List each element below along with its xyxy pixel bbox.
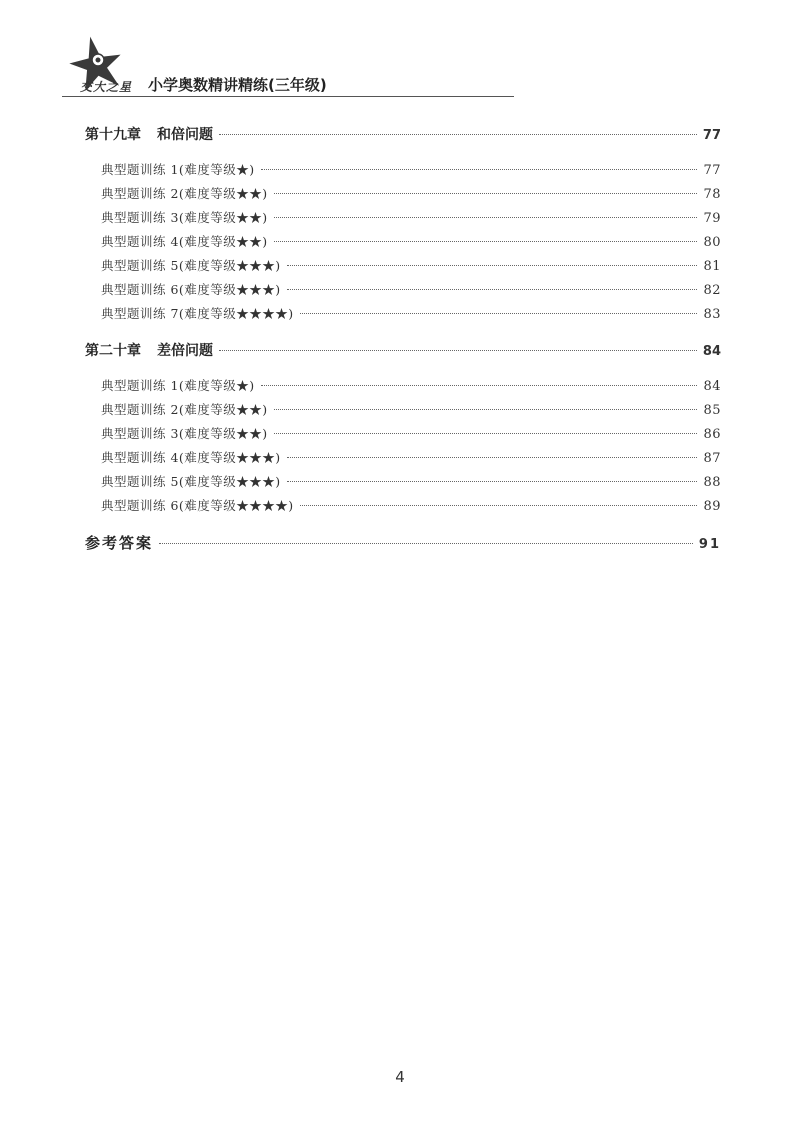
answers-title: 参考答案	[85, 534, 154, 552]
toc-entry-label: 典型题训练 1(难度等级★)	[101, 162, 255, 177]
toc-page-number: 78	[703, 187, 721, 202]
toc-chapter-19[interactable]	[85, 124, 721, 144]
toc-page-number: 82	[703, 283, 721, 298]
dot-leader	[300, 505, 698, 506]
dot-leader	[287, 457, 698, 458]
dot-leader	[274, 409, 698, 410]
toc-page-number: 88	[703, 475, 721, 490]
chapter-title: 和倍问题	[157, 127, 213, 143]
toc-entry[interactable]	[101, 280, 721, 298]
toc-page-number: 86	[703, 427, 721, 442]
toc-page-number: 79	[703, 211, 721, 226]
brand-name: 交大之星	[80, 80, 133, 94]
chapter-title: 差倍问题	[157, 343, 213, 359]
dot-leader	[274, 217, 698, 218]
toc-entry-label: 典型题训练 3(难度等级★★)	[101, 426, 268, 441]
dot-leader	[159, 543, 693, 544]
toc-entry-label: 典型题训练 1(难度等级★)	[101, 378, 255, 393]
dot-leader	[219, 134, 697, 135]
toc-page-number: 80	[703, 235, 721, 250]
toc-entry-label: 典型题训练 3(难度等级★★)	[101, 210, 268, 225]
page-header	[62, 30, 514, 100]
toc-entry[interactable]	[101, 376, 721, 394]
toc-page-number: 77	[702, 128, 721, 143]
dot-leader	[219, 350, 697, 351]
toc-entry[interactable]	[101, 424, 721, 442]
page-number: 4	[395, 1068, 405, 1086]
toc-entry[interactable]	[101, 208, 721, 226]
toc-entry[interactable]	[101, 304, 721, 322]
chapter-number: 第二十章	[85, 343, 141, 359]
toc-entry[interactable]	[101, 448, 721, 466]
toc-entry-label: 典型题训练 5(难度等级★★★)	[101, 258, 281, 273]
toc-page-number: 85	[703, 403, 721, 418]
toc-page-number: 89	[703, 499, 721, 514]
toc-entry[interactable]	[101, 400, 721, 418]
toc-entry-label: 典型题训练 7(难度等级★★★★)	[101, 306, 294, 321]
toc-entry-label: 典型题训练 2(难度等级★★)	[101, 402, 268, 417]
toc-entry[interactable]	[101, 472, 721, 490]
toc-entry[interactable]	[101, 160, 721, 178]
toc-answers[interactable]	[85, 532, 721, 553]
toc-entry-label: 典型题训练 4(难度等级★★★)	[101, 450, 281, 465]
chapter-number: 第十九章	[85, 127, 141, 143]
toc-entry-label: 典型题训练 6(难度等级★★★★)	[101, 498, 294, 513]
dot-leader	[274, 241, 698, 242]
toc-entry-label: 典型题训练 4(难度等级★★)	[101, 234, 268, 249]
dot-leader	[287, 289, 698, 290]
dot-leader	[274, 433, 698, 434]
dot-leader	[287, 481, 698, 482]
dot-leader	[287, 265, 698, 266]
toc-page-number: 84	[703, 379, 721, 394]
toc-chapter-20[interactable]	[85, 340, 721, 360]
toc-page-number: 91	[698, 537, 721, 552]
dot-leader	[274, 193, 698, 194]
toc-entry[interactable]	[101, 496, 721, 514]
header-divider	[62, 96, 514, 97]
toc-entry-label: 典型题训练 5(难度等级★★★)	[101, 474, 281, 489]
dot-leader	[300, 313, 698, 314]
toc-page-number: 77	[703, 163, 721, 178]
toc-entry[interactable]	[101, 232, 721, 250]
toc-page-number: 87	[703, 451, 721, 466]
toc-entry[interactable]	[101, 184, 721, 202]
toc-page-number: 84	[702, 344, 721, 359]
dot-leader	[261, 385, 698, 386]
book-title: 小学奥数精讲精练(三年级)	[148, 76, 327, 94]
toc-page-number: 81	[703, 259, 721, 274]
toc-entry-label: 典型题训练 2(难度等级★★)	[101, 186, 268, 201]
toc-page-number: 83	[703, 307, 721, 322]
dot-leader	[261, 169, 698, 170]
toc-entry-label: 典型题训练 6(难度等级★★★)	[101, 282, 281, 297]
toc-entry[interactable]	[101, 256, 721, 274]
